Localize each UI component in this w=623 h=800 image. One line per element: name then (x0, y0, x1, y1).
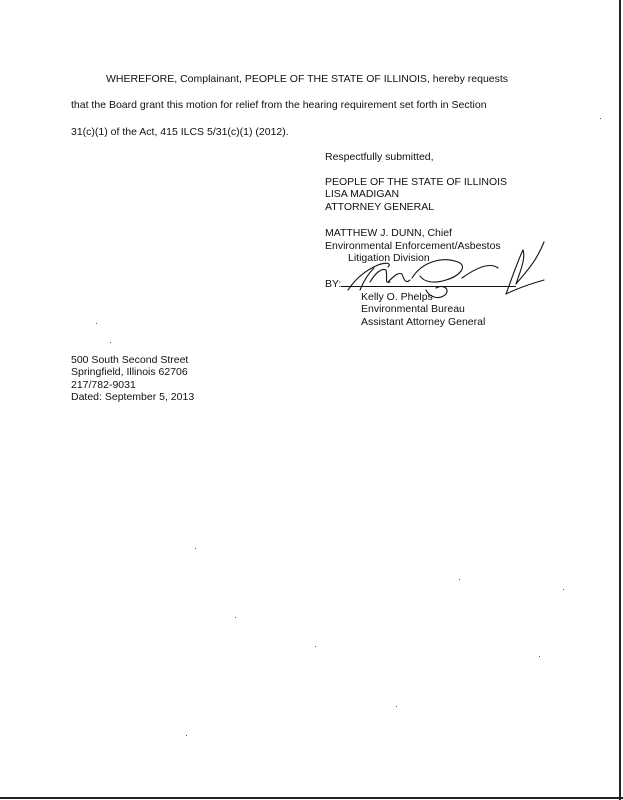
signer-bureau: Environmental Bureau (361, 303, 465, 315)
scan-speck (600, 118, 601, 119)
signer-name: Kelly O. Phelps (361, 291, 433, 303)
scan-border-bottom (0, 797, 623, 799)
address-phone: 217/782-9031 (71, 379, 136, 391)
scan-speck (235, 617, 236, 618)
division-line-1: Environmental Enforcement/Asbestos (325, 240, 501, 252)
party-name: PEOPLE OF THE STATE OF ILLINOIS (325, 176, 508, 188)
body-line-3: 31(c)(1) of the Act, 415 ILCS 5/31(c)(1) (2012). (71, 126, 289, 138)
scan-speck (563, 589, 564, 590)
dated-line: Dated: September 5, 2013 (71, 391, 195, 403)
body-line-2: that the Board grant this motion for relief from the hearing requirement set forth in Section (71, 99, 487, 111)
scan-speck (315, 646, 316, 647)
scan-speck (110, 342, 111, 343)
attorney-general-title: ATTORNEY GENERAL (325, 201, 435, 213)
scan-speck (539, 656, 540, 657)
address-city: Springfield, Illinois 62706 (71, 366, 188, 378)
signer-title: Assistant Attorney General (361, 316, 486, 328)
scan-speck (96, 323, 97, 324)
scan-speck (459, 579, 460, 580)
closing: Respectfully submitted, (325, 151, 434, 163)
scan-border-right (619, 0, 621, 800)
address-street: 500 South Second Street (71, 354, 189, 366)
chief-name: MATTHEW J. DUNN, Chief (325, 227, 452, 239)
division-line-2: Litigation Division (348, 252, 430, 264)
scan-speck (186, 735, 187, 736)
by-label: BY: (325, 278, 342, 290)
scan-speck (396, 706, 397, 707)
scan-speck (195, 548, 196, 549)
attorney-general-name: LISA MADIGAN (325, 188, 400, 200)
body-line-1: WHEREFORE, Complainant, PEOPLE OF THE STATE OF ILLINOIS, hereby requests (106, 73, 509, 85)
